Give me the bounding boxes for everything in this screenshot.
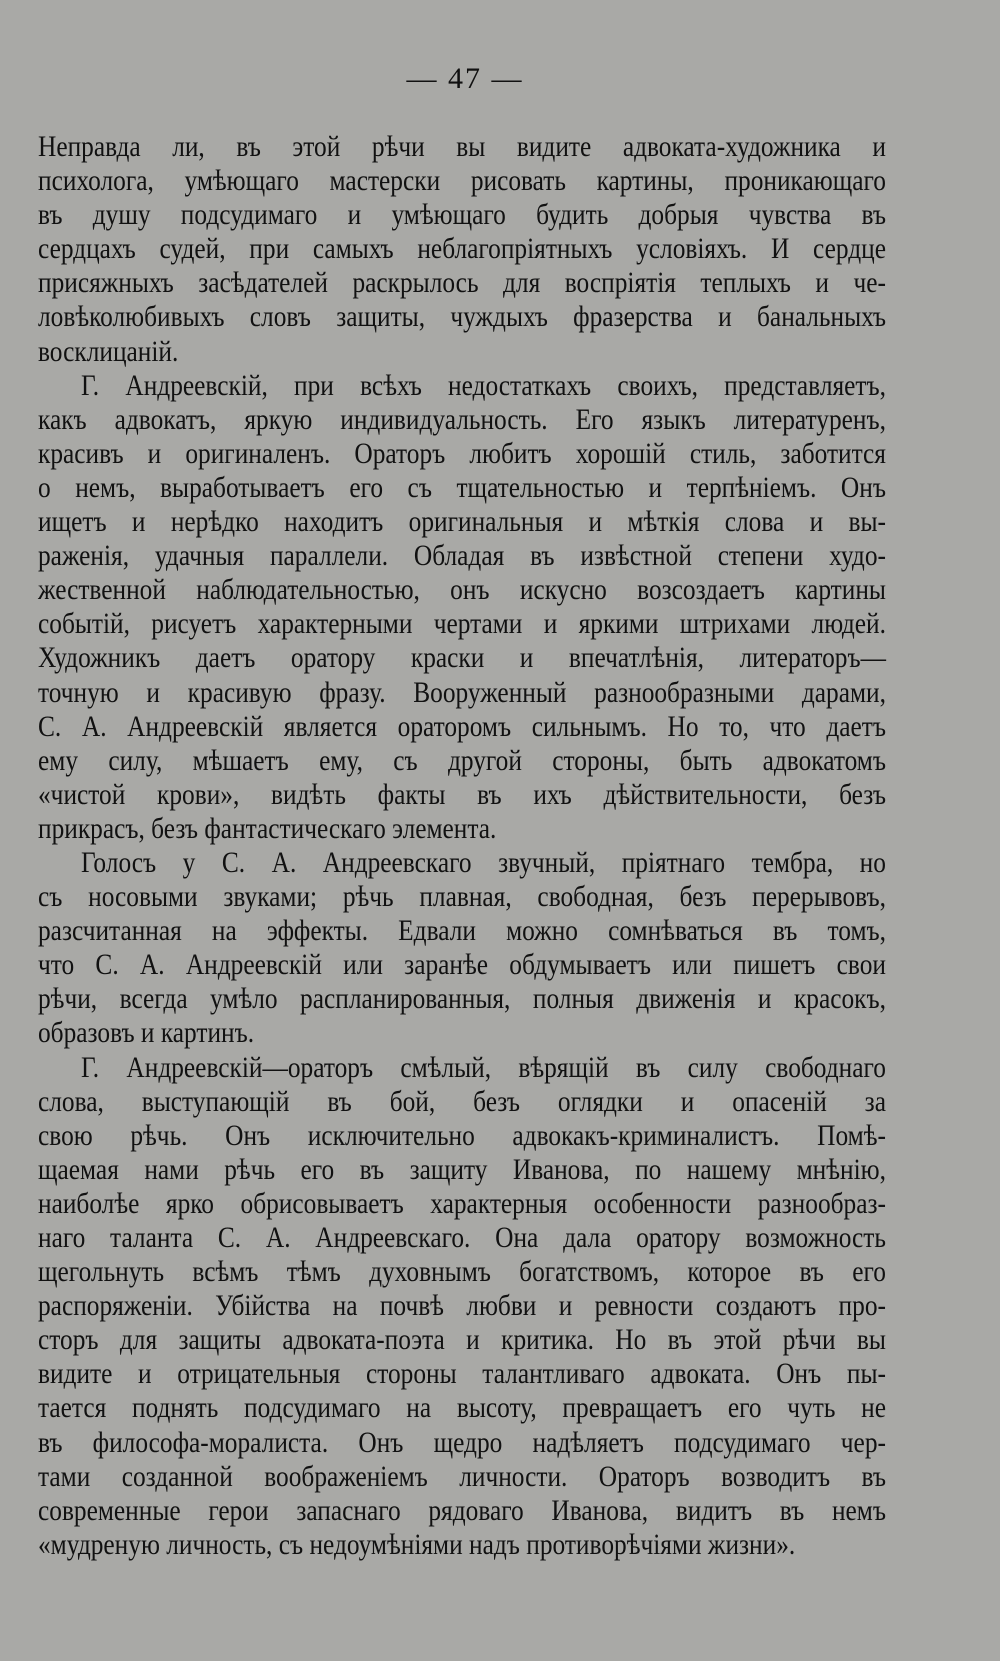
text-line: наго таланта С. А. Андреевскаго. Она дала оратору возможность — [38, 1222, 886, 1254]
text-line: сердцахъ судей, при самыхъ неблагопріятныхъ условіяхъ. И сердце — [38, 233, 886, 266]
text-line: «мудреную личность, съ недоумѣніями надъ противорѣчіями жизни». — [38, 1528, 796, 1561]
text-line: «чистой крови», видѣть факты въ ихъ дѣйствительности, безъ — [38, 778, 886, 811]
text-line: въ философа-моралиста. Онъ щедро надѣляетъ подсудимаго чер- — [38, 1426, 886, 1459]
text-line: сторъ для защиты адвоката-поэта и критика. Но въ этой рѣчи вы — [38, 1324, 886, 1357]
text-line: современные герои запаснаго рядоваго Иванова, видитъ въ немъ — [38, 1494, 886, 1527]
page-number: — 47 — — [406, 62, 524, 95]
text-line: видите и отрицательныя стороны талантливаго адвоката. Онъ пы- — [38, 1358, 886, 1391]
text-line: образовъ и картинъ. — [38, 1017, 255, 1050]
text-line: свою рѣчь. Онъ исключительно адвокакъ-криминалистъ. Помѣ- — [38, 1119, 886, 1152]
text-line: какъ адвокатъ, яркую индивидуальность. Его языкъ литературенъ, — [38, 403, 886, 436]
text-line: щегольнуть всѣмъ тѣмъ духовнымъ богатствомъ, которое въ его — [38, 1256, 886, 1289]
text-line: ему силу, мѣшаетъ ему, съ другой стороны, быть адвокатомъ — [38, 744, 886, 777]
text-line: восклицаній. — [38, 335, 179, 368]
text-line: Художникъ даетъ оратору краски и впечатлѣнія, литераторъ— — [38, 642, 886, 675]
text-line: точную и красивую фразу. Вооруженный разнообразными дарами, — [38, 676, 886, 709]
text-line: о немъ, выработываетъ его съ тщательностью и терпѣніемъ. Онъ — [38, 471, 886, 504]
text-line: Г. Андреевскій, при всѣхъ недостаткахъ своихъ, представляетъ, — [81, 369, 886, 402]
body-text — [38, 130, 886, 1562]
text-line: психолога, умѣющаго мастерски рисовать картины, проникающаго — [38, 165, 886, 198]
text-line: что С. А. Андреевскій или заранѣе обдумываетъ или пишетъ свои — [38, 949, 886, 982]
text-line: раженія, удачныя параллели. Обладая въ извѣстной степени худо- — [38, 540, 886, 573]
text-line: наиболѣе ярко обрисовываетъ характерныя особенности разнообраз- — [38, 1187, 886, 1220]
paragraph — [38, 130, 886, 369]
text-line: ловѣколюбивыхъ словъ защиты, чуждыхъ фразерства и банальныхъ — [38, 301, 886, 334]
text-line: въ душу подсудимаго и умѣющаго будить добрыя чувства въ — [38, 199, 886, 232]
text-line: рѣчи, всегда умѣло распланированныя, полныя движенія и красокъ, — [38, 983, 886, 1016]
text-line: съ носовыми звуками; рѣчь плавная, свободная, безъ перерывовъ, — [38, 881, 886, 914]
text-line: разсчитанная на эффекты. Едвали можно сомнѣваться въ томъ, — [38, 915, 886, 948]
text-line: Неправда ли, въ этой рѣчи вы видите адвоката-художника и — [38, 131, 886, 163]
paragraph — [38, 1051, 886, 1562]
text-line: красивъ и оригиналенъ. Ораторъ любитъ хорошій стиль, заботится — [38, 437, 886, 470]
text-line: тается поднять подсудимаго на высоту, превращаетъ его чуть не — [38, 1392, 886, 1425]
text-line: событій, рисуетъ характерными чертами и яркими штрихами людей. — [38, 608, 886, 641]
text-line: жественной наблюдательностью, онъ искусно возсоздаетъ картины — [38, 574, 886, 607]
text-line: тами созданной воображеніемъ личности. Ораторъ возводитъ въ — [38, 1460, 886, 1493]
text-line: ищетъ и нерѣдко находитъ оригинальныя и мѣткія слова и вы- — [38, 506, 886, 539]
text-line: Г. Андреевскій—ораторъ смѣлый, вѣрящій въ силу свободнаго — [81, 1051, 886, 1084]
paragraph — [38, 369, 886, 846]
text-line: Голосъ у С. А. Андреевскаго звучный, пріятнаго тембра, но — [81, 846, 886, 879]
text-line: присяжныхъ засѣдателей раскрылось для воспріятія теплыхъ и че- — [38, 267, 886, 300]
text-line: С. А. Андреевскій является ораторомъ сильнымъ. Но то, что даетъ — [38, 710, 886, 743]
text-line: распоряженіи. Убійства на почвѣ любви и ревности создаютъ про- — [38, 1290, 886, 1323]
paragraph — [38, 846, 886, 1051]
text-line: слова, выступающій въ бой, безъ оглядки и опасеній за — [38, 1085, 886, 1118]
text-line: прикрасъ, безъ фантастическаго элемента. — [38, 812, 497, 845]
text-line: щаемая нами рѣчь его въ защиту Иванова, по нашему мнѣнію, — [38, 1153, 886, 1186]
